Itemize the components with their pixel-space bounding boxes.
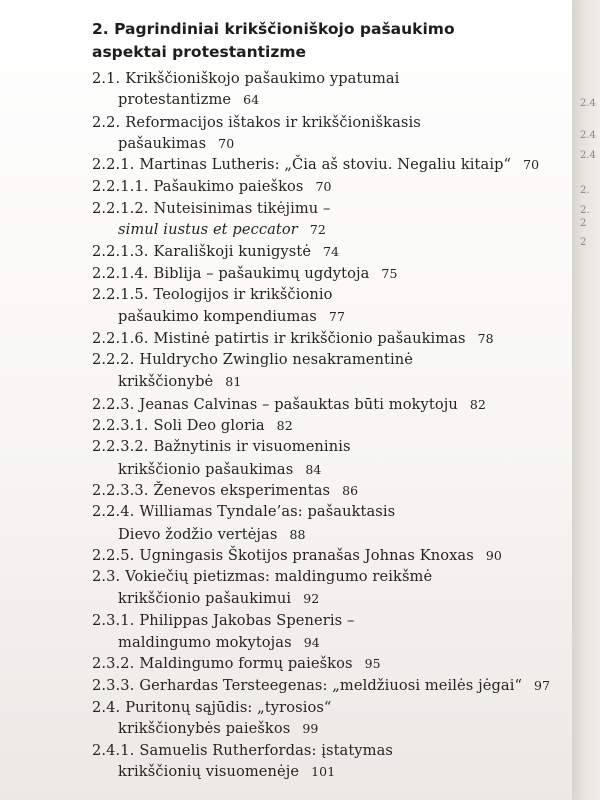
toc-entry-title: Philippas Jakobas Speneris – — [139, 612, 355, 629]
toc-entry — [92, 742, 393, 759]
opposite-page-edge — [572, 0, 600, 800]
section-heading-line: 2. Pagrindiniai krikščioniškojo pašaukimo — [92, 20, 455, 38]
toc-entry-title: protestantizme — [118, 91, 232, 108]
toc-entry — [118, 308, 345, 325]
toc-entry-title: Williamas Tyndale’as: pašauktasis — [139, 503, 396, 520]
toc-entry-number: 2.2. — [92, 114, 121, 131]
toc-entry — [118, 634, 320, 651]
toc-entry-title: Pašaukimo paieškos — [153, 178, 304, 195]
toc-entry-title: Martinas Lutheris: „Čia aš stoviu. Negaliu kitaip“ — [139, 156, 512, 173]
toc-entry-title: Krikščioniškojo pašaukimo ypatumai — [125, 70, 400, 87]
toc-entry — [92, 612, 354, 629]
toc-entry-page: 78 — [477, 331, 494, 346]
toc-entry-number: 2.2.3.3. — [92, 482, 149, 499]
toc-entry-number: 2.1. — [92, 70, 121, 87]
toc-entry-title: krikščionybės paieškos — [118, 720, 291, 737]
toc-entry — [92, 438, 351, 455]
toc-entry-number: 2.2.1.3. — [92, 243, 149, 260]
toc-entry-title: Karališkoji kunigystė — [153, 243, 312, 260]
toc-entry — [92, 351, 413, 368]
toc-entry-title: Huldrycho Zwinglio nesakramentinė — [139, 351, 414, 368]
toc-entry-number: 2.2.4. — [92, 503, 135, 520]
toc-entry-page: 84 — [305, 462, 322, 477]
toc-entry-number: 2.2.1.6. — [92, 330, 149, 347]
toc-entry-number: 2.2.1.1. — [92, 178, 149, 195]
toc-entry — [92, 70, 399, 87]
opposite-page-fragment: 2.4 — [580, 150, 596, 161]
toc-entry-page: 95 — [364, 656, 381, 671]
toc-entry — [92, 417, 293, 434]
toc-entry-title: Soli Deo gloria — [153, 417, 265, 434]
section-heading-line: aspektai protestantizme — [92, 43, 307, 61]
toc-entry-page: 92 — [303, 591, 320, 606]
toc-entry — [92, 655, 381, 672]
toc-entry-page: 88 — [289, 527, 306, 542]
toc-entry-number: 2.2.1. — [92, 156, 135, 173]
toc-entry-title: krikščionio pašaukimui — [118, 590, 292, 607]
opposite-page-fragment: 2 — [580, 237, 587, 248]
toc-entry-title: Bažnytinis ir visuomeninis — [153, 438, 351, 455]
opposite-page-fragment: 2. — [580, 205, 590, 216]
toc-entry-title: pašaukimas — [118, 135, 207, 152]
toc-entry — [118, 461, 321, 478]
toc-entry — [92, 677, 550, 694]
toc-entry-title: Dievo žodžio vertėjas — [118, 526, 278, 543]
toc-entry — [118, 590, 319, 607]
toc-entry-title: pašaukimo kompendiumas — [118, 308, 317, 325]
toc-entry-title: Biblija – pašaukimų ugdytoja — [153, 265, 370, 282]
toc-entry-page: 75 — [381, 266, 398, 281]
toc-entry — [118, 373, 241, 390]
toc-entry-number: 2.4. — [92, 699, 121, 716]
toc-entry — [92, 568, 432, 585]
toc-entry-page: 70 — [523, 157, 540, 172]
toc-entry-title: Reformacijos ištakos ir krikščioniškasis — [125, 114, 421, 131]
toc-entry-number: 2.3.3. — [92, 677, 135, 694]
toc-entry-title: Puritonų sąjūdis: „tyrosios“ — [125, 699, 332, 716]
toc-entry-number: 2.2.3.1. — [92, 417, 149, 434]
toc-entry-number: 2.2.1.4. — [92, 265, 149, 282]
toc-entry-number: 2.2.5. — [92, 547, 135, 564]
toc-entry-number: 2.2.2. — [92, 351, 135, 368]
toc-entry — [92, 243, 339, 260]
toc-entry-page: 82 — [276, 418, 293, 433]
opposite-page-fragment: 2 — [580, 218, 587, 229]
toc-entry — [92, 200, 330, 217]
toc-entry-title: Maldingumo formų paieškos — [139, 655, 353, 672]
toc-entry — [92, 114, 421, 131]
toc-entry — [118, 221, 326, 238]
toc-entry-page: 64 — [243, 92, 260, 107]
opposite-page-fragment: 2.4 — [580, 130, 596, 141]
toc-entry-number: 2.2.3. — [92, 396, 135, 413]
toc-entry — [92, 547, 502, 564]
toc-entry-title: Samuelis Rutherfordas: įstatymas — [139, 742, 393, 759]
toc-entry-title: Vokiečių pietizmas: maldingumo reikšmė — [125, 568, 433, 585]
toc-entry-page: 86 — [342, 483, 359, 498]
toc-entry — [118, 91, 259, 108]
toc-entry-page: 82 — [469, 397, 486, 412]
opposite-page-fragment: 2.4 — [580, 98, 596, 109]
toc-entry-page: 101 — [311, 764, 336, 779]
toc-entry — [118, 135, 234, 152]
toc-entry-title: Ugningasis Škotijos pranašas Johnas Knoxas — [139, 547, 474, 564]
toc-entry-page: 90 — [485, 548, 502, 563]
toc-entry-title: simul iustus et peccator — [118, 221, 298, 238]
toc-entry-number: 2.3. — [92, 568, 121, 585]
toc-entry-title: Gerhardas Tersteegenas: „meldžiuosi meilės jėgai“ — [139, 677, 523, 694]
toc-entry-title: Mistinė patirtis ir krikščionio pašaukimas — [153, 330, 466, 347]
toc-entry-page: 97 — [534, 678, 551, 693]
toc-entry — [92, 286, 333, 303]
toc-entry — [92, 265, 398, 282]
toc-entry-number: 2.2.1.2. — [92, 200, 149, 217]
toc-entry-title: Nuteisinimas tikėjimu – — [153, 200, 331, 217]
opposite-page-fragment: 2. — [580, 185, 590, 196]
toc-entry-page: 81 — [225, 374, 242, 389]
toc-entry-page: 94 — [303, 635, 320, 650]
toc-entry-title: Teologijos ir krikščionio — [153, 286, 333, 303]
toc-entry-page: 70 — [218, 136, 235, 151]
toc-entry-page: 70 — [315, 179, 332, 194]
toc-entry — [92, 330, 494, 347]
toc-entry — [92, 503, 395, 520]
toc-entry-number: 2.4.1. — [92, 742, 135, 759]
toc-entry-title: krikščionio pašaukimas — [118, 461, 294, 478]
toc-entry-number: 2.3.2. — [92, 655, 135, 672]
toc-entry — [118, 526, 306, 543]
toc-entry — [92, 178, 332, 195]
toc-entry-page: 77 — [328, 309, 345, 324]
toc-entry-title: Ženevos eksperimentas — [153, 482, 331, 499]
toc-entry-title: krikščionybė — [118, 373, 214, 390]
toc-entry — [92, 482, 358, 499]
toc-entry-title: Jeanas Calvinas – pašauktas būti mokytoju — [139, 396, 458, 413]
toc-entry — [92, 396, 486, 413]
toc-entry-page: 99 — [302, 721, 319, 736]
toc-entry-title: maldingumo mokytojas — [118, 634, 292, 651]
toc-entry — [92, 156, 539, 173]
toc-entry-page: 72 — [309, 222, 326, 237]
toc-entry — [118, 720, 318, 737]
toc-entry-title: krikščionių visuomenėje — [118, 763, 300, 780]
toc-entry-page: 74 — [323, 244, 340, 259]
toc-entry-number: 2.3.1. — [92, 612, 135, 629]
toc-entry-number: 2.2.1.5. — [92, 286, 149, 303]
toc-entry-number: 2.2.3.2. — [92, 438, 149, 455]
toc-entry — [118, 763, 335, 780]
toc-entry — [92, 699, 332, 716]
